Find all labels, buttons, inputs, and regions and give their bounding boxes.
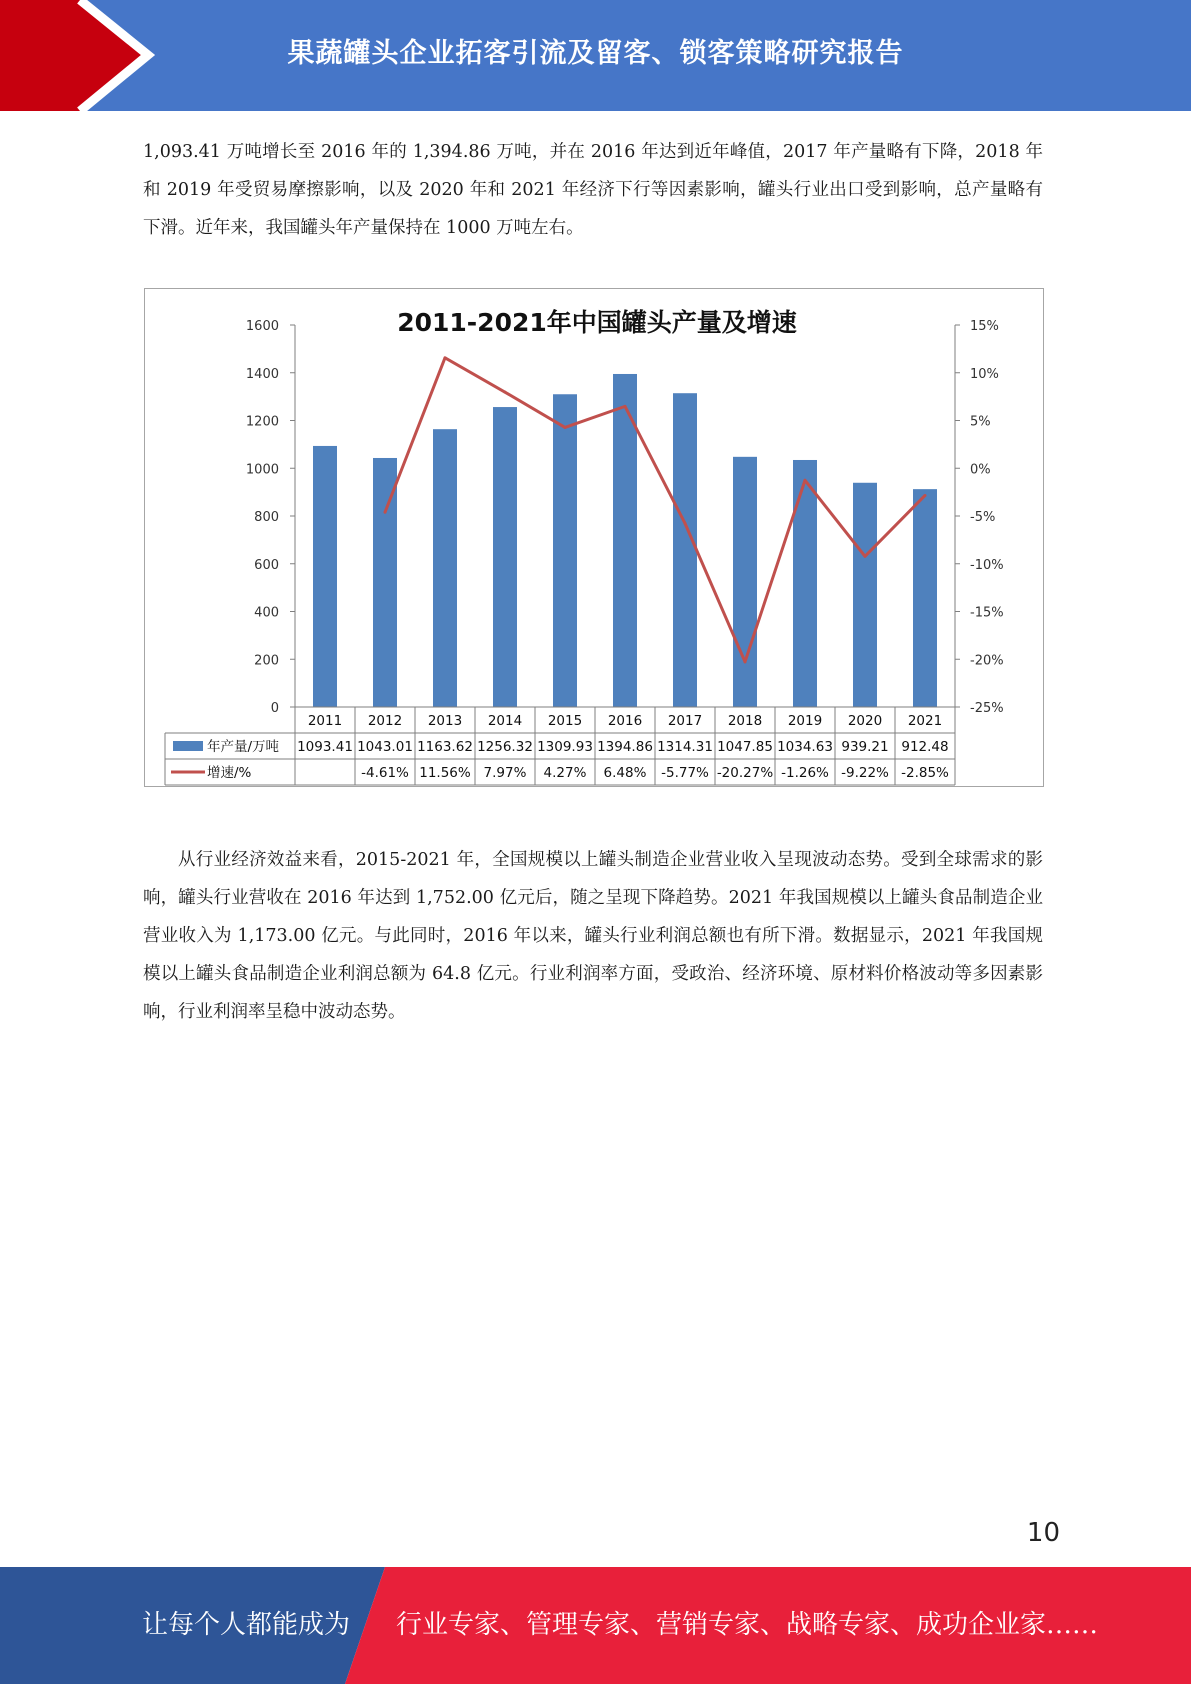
table-growth-value: 11.56% bbox=[419, 765, 471, 781]
chart-title: 2011-2021年中国罐头产量及增速 bbox=[397, 308, 797, 337]
growth-rate-point bbox=[504, 391, 507, 394]
x-axis-category-label: 2018 bbox=[727, 713, 763, 729]
table-production-value: 939.21 bbox=[841, 739, 889, 755]
table-production-value: 912.48 bbox=[901, 739, 949, 755]
legend-line-label: 增速/% bbox=[207, 765, 252, 781]
right-axis-tick-label: -5% bbox=[970, 510, 996, 525]
table-growth-value: -5.77% bbox=[661, 765, 709, 781]
table-production-value: 1256.32 bbox=[477, 739, 533, 755]
table-growth-value: -2.85% bbox=[901, 765, 949, 781]
x-axis-category-label: 2017 bbox=[667, 713, 703, 729]
table-production-value: 1309.93 bbox=[537, 739, 593, 755]
production-bar bbox=[793, 460, 817, 707]
document-title: 果蔬罐头企业拓客引流及留客、锁客策略研究报告 bbox=[287, 37, 904, 69]
right-axis-tick-label: -20% bbox=[970, 653, 1004, 669]
production-bar bbox=[853, 483, 877, 707]
footer-banner bbox=[0, 1567, 1191, 1684]
left-axis-tick-label: 400 bbox=[254, 605, 279, 621]
right-axis-tick-label: -25% bbox=[970, 701, 1004, 716]
left-axis-tick-label: 1400 bbox=[245, 366, 279, 382]
table-growth-value: 7.97% bbox=[483, 765, 527, 781]
x-axis-category-label: 2020 bbox=[847, 713, 883, 729]
left-axis-tick-label: 1600 bbox=[245, 319, 279, 334]
growth-rate-point bbox=[924, 494, 927, 497]
left-axis-tick-label: 200 bbox=[254, 653, 279, 669]
production-bar bbox=[373, 458, 397, 707]
growth-rate-point bbox=[624, 405, 627, 408]
production-bar bbox=[673, 393, 697, 707]
growth-rate-point bbox=[684, 522, 687, 525]
growth-rate-point bbox=[804, 479, 807, 482]
growth-rate-line bbox=[385, 358, 925, 662]
x-axis-category-label: 2012 bbox=[367, 713, 403, 729]
footer-slogan-right: 行业专家、管理专家、营销专家、战略专家、成功企业家…… bbox=[396, 1610, 1099, 1640]
production-bar bbox=[553, 394, 577, 707]
x-axis-category-label: 2015 bbox=[547, 713, 583, 729]
left-axis-tick-label: 0 bbox=[270, 701, 279, 716]
legend-bar-label: 年产量/万吨 bbox=[207, 739, 280, 755]
right-axis-tick-label: 15% bbox=[970, 319, 999, 334]
body-paragraph-1: 1,093.41 万吨增长至 2016 年的 1,394.86 万吨，并在 2016 年达到近年峰值，2017 年产量略有下降，2018 年和 2019 年受贸易摩擦影响，以及 2020 年和 2021 年经济下行等因素影响，罐头行业出口受到影响，总产量略有下滑。近年来，我国罐头年产量保持在 1000 万吨左右。 bbox=[143, 142, 1043, 238]
production-bar bbox=[493, 407, 517, 707]
right-axis-tick-label: 10% bbox=[970, 366, 999, 382]
table-production-value: 1034.63 bbox=[777, 739, 833, 755]
table-production-value: 1047.85 bbox=[717, 739, 773, 755]
left-axis-tick-label: 800 bbox=[254, 510, 279, 525]
growth-rate-point bbox=[564, 426, 567, 429]
table-growth-value: -9.22% bbox=[841, 765, 889, 781]
table-production-value: 1043.01 bbox=[357, 739, 413, 755]
page-number: 10 bbox=[1026, 1518, 1060, 1548]
body-paragraph-2: 从行业经济效益来看，2015-2021 年，全国规模以上罐头制造企业营业收入呈现波动态势。受到全球需求的影响，罐头行业营收在 2016 年达到 1,752.00 亿元后，随之呈现下降趋势。2021 年我国规模以上罐头食品制造企业营业收入为 1,173.00 亿元。与此同时，2016 年以来，罐头行业利润总额也有所下滑。数据显示，2021 年我国规模以上罐头食品制造企业利润总额为 64.8 亿元。行业利润率方面，受政治、经济环境、原材料价格波动等多因素影响，行业利润率呈稳中波动态势。 bbox=[143, 850, 1043, 1022]
footer-slogan-left: 让每个人都能成为 bbox=[142, 1610, 351, 1640]
table-growth-value: -4.61% bbox=[361, 765, 409, 781]
x-axis-category-label: 2011 bbox=[307, 713, 343, 729]
table-production-value: 1394.86 bbox=[597, 739, 653, 755]
header-banner bbox=[0, 0, 1191, 111]
chart-container bbox=[144, 288, 1044, 787]
growth-rate-point bbox=[864, 555, 867, 558]
table-growth-value: 4.27% bbox=[543, 765, 587, 781]
x-axis-category-label: 2019 bbox=[787, 713, 823, 729]
right-axis-tick-label: 5% bbox=[970, 414, 991, 430]
production-bar bbox=[913, 489, 937, 707]
table-production-value: 1163.62 bbox=[417, 739, 473, 755]
growth-rate-point bbox=[744, 660, 747, 663]
growth-rate-point bbox=[444, 356, 447, 359]
table-growth-value: -20.27% bbox=[716, 765, 774, 781]
x-axis-category-label: 2021 bbox=[907, 713, 943, 729]
left-axis-tick-label: 1200 bbox=[245, 414, 279, 430]
table-production-value: 1093.41 bbox=[297, 739, 353, 755]
legend-bar-key bbox=[173, 741, 203, 751]
production-bar bbox=[313, 446, 337, 707]
right-axis-tick-label: 0% bbox=[970, 462, 991, 478]
table-growth-value: -1.26% bbox=[781, 765, 829, 781]
table-growth-value: 6.48% bbox=[603, 765, 647, 781]
left-axis-tick-label: 1000 bbox=[245, 462, 279, 478]
table-production-value: 1314.31 bbox=[657, 739, 713, 755]
production-bar bbox=[733, 457, 757, 707]
x-axis-category-label: 2014 bbox=[487, 713, 523, 729]
production-bar bbox=[433, 429, 457, 707]
left-axis-tick-label: 600 bbox=[254, 557, 279, 573]
growth-rate-point bbox=[384, 511, 387, 514]
x-axis-category-label: 2013 bbox=[427, 713, 463, 729]
x-axis-category-label: 2016 bbox=[607, 713, 643, 729]
right-axis-tick-label: -15% bbox=[970, 605, 1004, 621]
right-axis-tick-label: -10% bbox=[970, 557, 1004, 573]
production-chart bbox=[145, 289, 1045, 788]
